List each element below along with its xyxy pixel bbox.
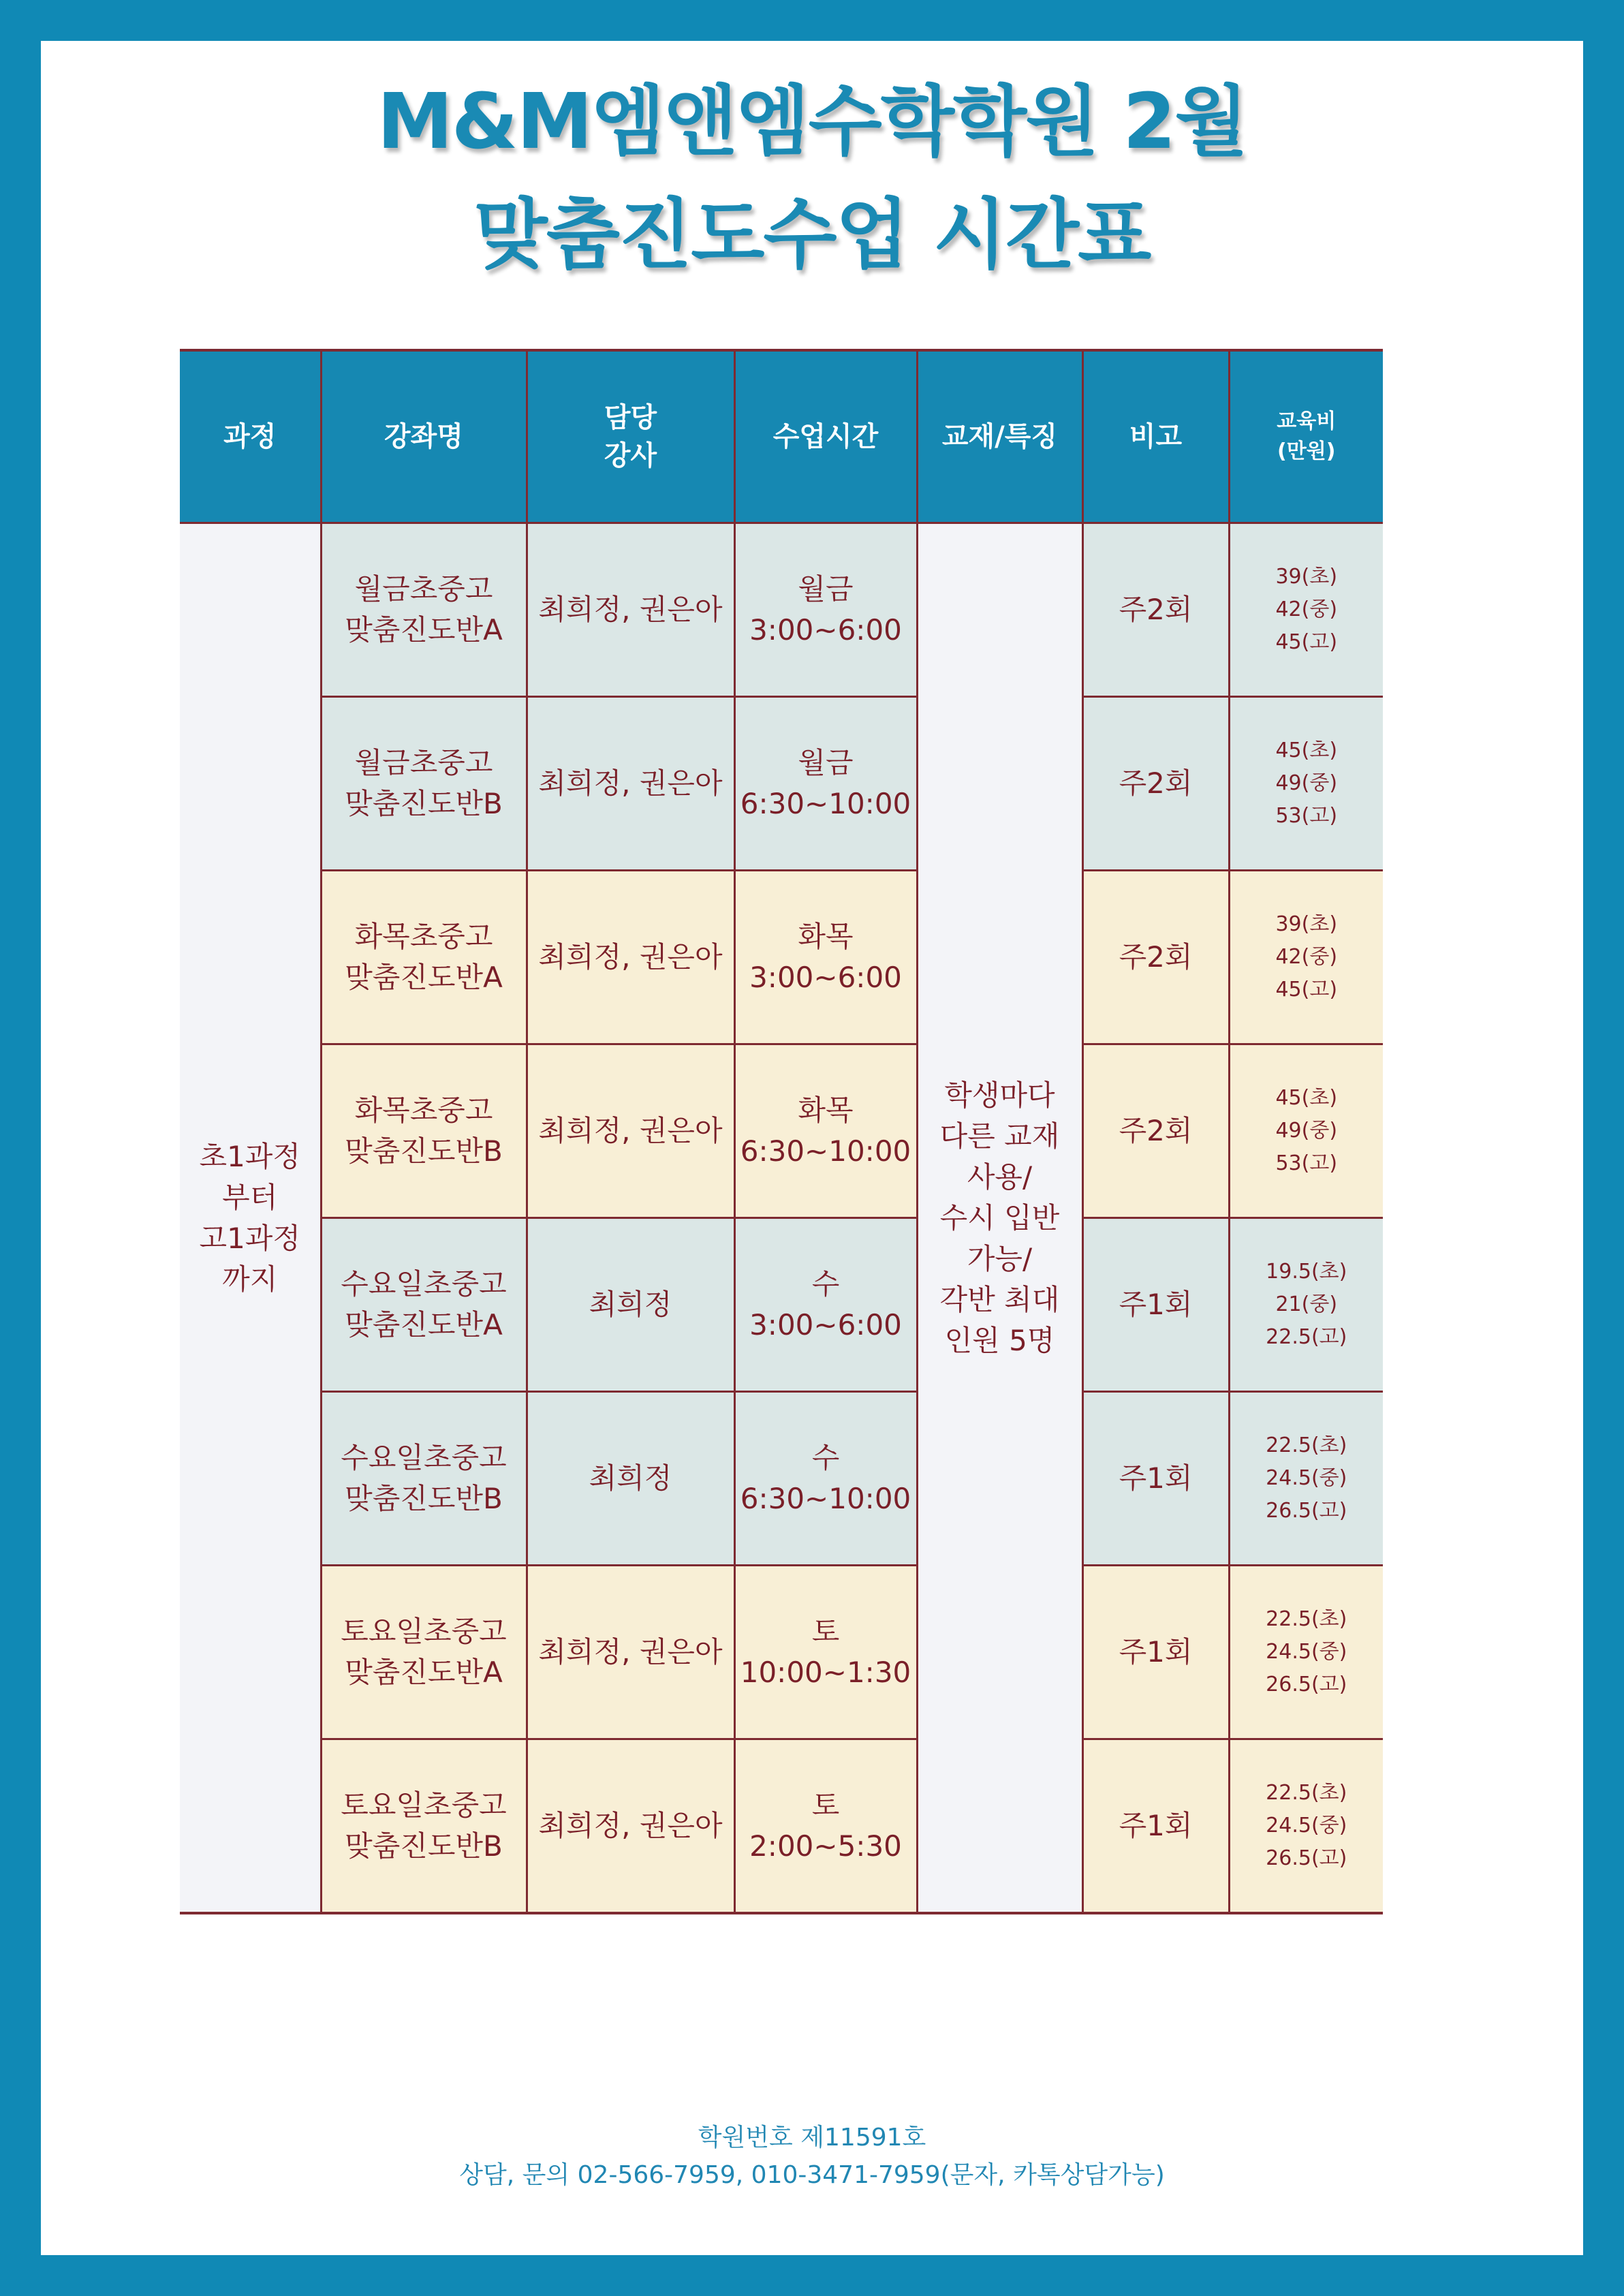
fee-cell: 22.5(초) 24.5(중) 26.5(고) <box>1229 1566 1383 1739</box>
header-row <box>180 350 1383 523</box>
fee-cell: 19.5(초) 21(중) 22.5(고) <box>1229 1218 1383 1392</box>
teacher-cell: 최희정, 권은아 <box>527 523 734 697</box>
fee-cell: 45(초) 49(중) 53(고) <box>1229 697 1383 871</box>
material-feature-cell: 학생마다 다른 교재 사용/ 수시 입반 가능/ 각반 최대 인원 5명 <box>917 523 1082 1914</box>
time-cell: 화목 6:30~10:00 <box>734 1044 917 1218</box>
class-name-cell: 화목초중고 맞춤진도반A <box>321 871 527 1044</box>
note-cell: 주2회 <box>1082 523 1229 697</box>
class-name-cell: 토요일초중고 맞춤진도반B <box>321 1739 527 1914</box>
table-row <box>180 523 1383 697</box>
note-cell: 주1회 <box>1082 1218 1229 1392</box>
fee-cell: 22.5(초) 24.5(중) 26.5(고) <box>1229 1392 1383 1566</box>
note-cell: 주2회 <box>1082 871 1229 1044</box>
class-name-cell: 수요일초중고 맞춤진도반A <box>321 1218 527 1392</box>
teacher-cell: 최희정, 권은아 <box>527 1044 734 1218</box>
note-cell: 주2회 <box>1082 697 1229 871</box>
time-cell: 토 2:00~5:30 <box>734 1739 917 1914</box>
page-title-line2: 맞춤진도수업 시간표 <box>473 191 1151 279</box>
header-teacher: 담당 강사 <box>527 350 734 523</box>
table-row <box>180 697 1383 871</box>
course-range-cell: 초1과정 부터 고1과정 까지 <box>180 523 321 1914</box>
class-name-cell: 수요일초중고 맞춤진도반B <box>321 1392 527 1566</box>
table-row <box>180 871 1383 1044</box>
table-row <box>180 1739 1383 1914</box>
header-material: 교재/특징 <box>917 350 1082 523</box>
time-cell: 화목 3:00~6:00 <box>734 871 917 1044</box>
fee-cell: 39(초) 42(중) 45(고) <box>1229 523 1383 697</box>
fee-cell: 45(초) 49(중) 53(고) <box>1229 1044 1383 1218</box>
fee-cell: 39(초) 42(중) 45(고) <box>1229 871 1383 1044</box>
time-cell: 월금 6:30~10:00 <box>734 697 917 871</box>
fee-cell: 22.5(초) 24.5(중) 26.5(고) <box>1229 1739 1383 1914</box>
class-name-cell: 화목초중고 맞춤진도반B <box>321 1044 527 1218</box>
note-cell: 주2회 <box>1082 1044 1229 1218</box>
table-row <box>180 1392 1383 1566</box>
header-fee: 교육비 (만원) <box>1229 350 1383 523</box>
academy-registration: 학원번호 제11591호 <box>698 2124 926 2152</box>
teacher-cell: 최희정, 권은아 <box>527 871 734 1044</box>
header-class-name: 강좌명 <box>321 350 527 523</box>
teacher-cell: 최희정, 권은아 <box>527 1566 734 1739</box>
teacher-cell: 최희정 <box>527 1218 734 1392</box>
teacher-cell: 최희정, 권은아 <box>527 1739 734 1914</box>
note-cell: 주1회 <box>1082 1392 1229 1566</box>
contact-info: 상담, 문의 02-566-7959, 010-3471-7959(문자, 카톡상담가능) <box>459 2161 1165 2189</box>
class-name-cell: 월금초중고 맞춤진도반B <box>321 697 527 871</box>
time-cell: 수 3:00~6:00 <box>734 1218 917 1392</box>
header-time: 수업시간 <box>734 350 917 523</box>
table-row <box>180 1218 1383 1392</box>
header-course: 과정 <box>180 350 321 523</box>
teacher-cell: 최희정, 권은아 <box>527 697 734 871</box>
table-row <box>180 1566 1383 1739</box>
time-cell: 월금 3:00~6:00 <box>734 523 917 697</box>
class-name-cell: 월금초중고 맞춤진도반A <box>321 523 527 697</box>
time-cell: 토 10:00~1:30 <box>734 1566 917 1739</box>
note-cell: 주1회 <box>1082 1566 1229 1739</box>
time-cell: 수 6:30~10:00 <box>734 1392 917 1566</box>
table-row <box>180 1044 1383 1218</box>
note-cell: 주1회 <box>1082 1739 1229 1914</box>
schedule-table <box>180 349 1383 1914</box>
class-name-cell: 토요일초중고 맞춤진도반A <box>321 1566 527 1739</box>
teacher-cell: 최희정 <box>527 1392 734 1566</box>
header-note: 비고 <box>1082 350 1229 523</box>
page-title-line1: M&M엠앤엠수학학원 2월 <box>377 78 1247 166</box>
